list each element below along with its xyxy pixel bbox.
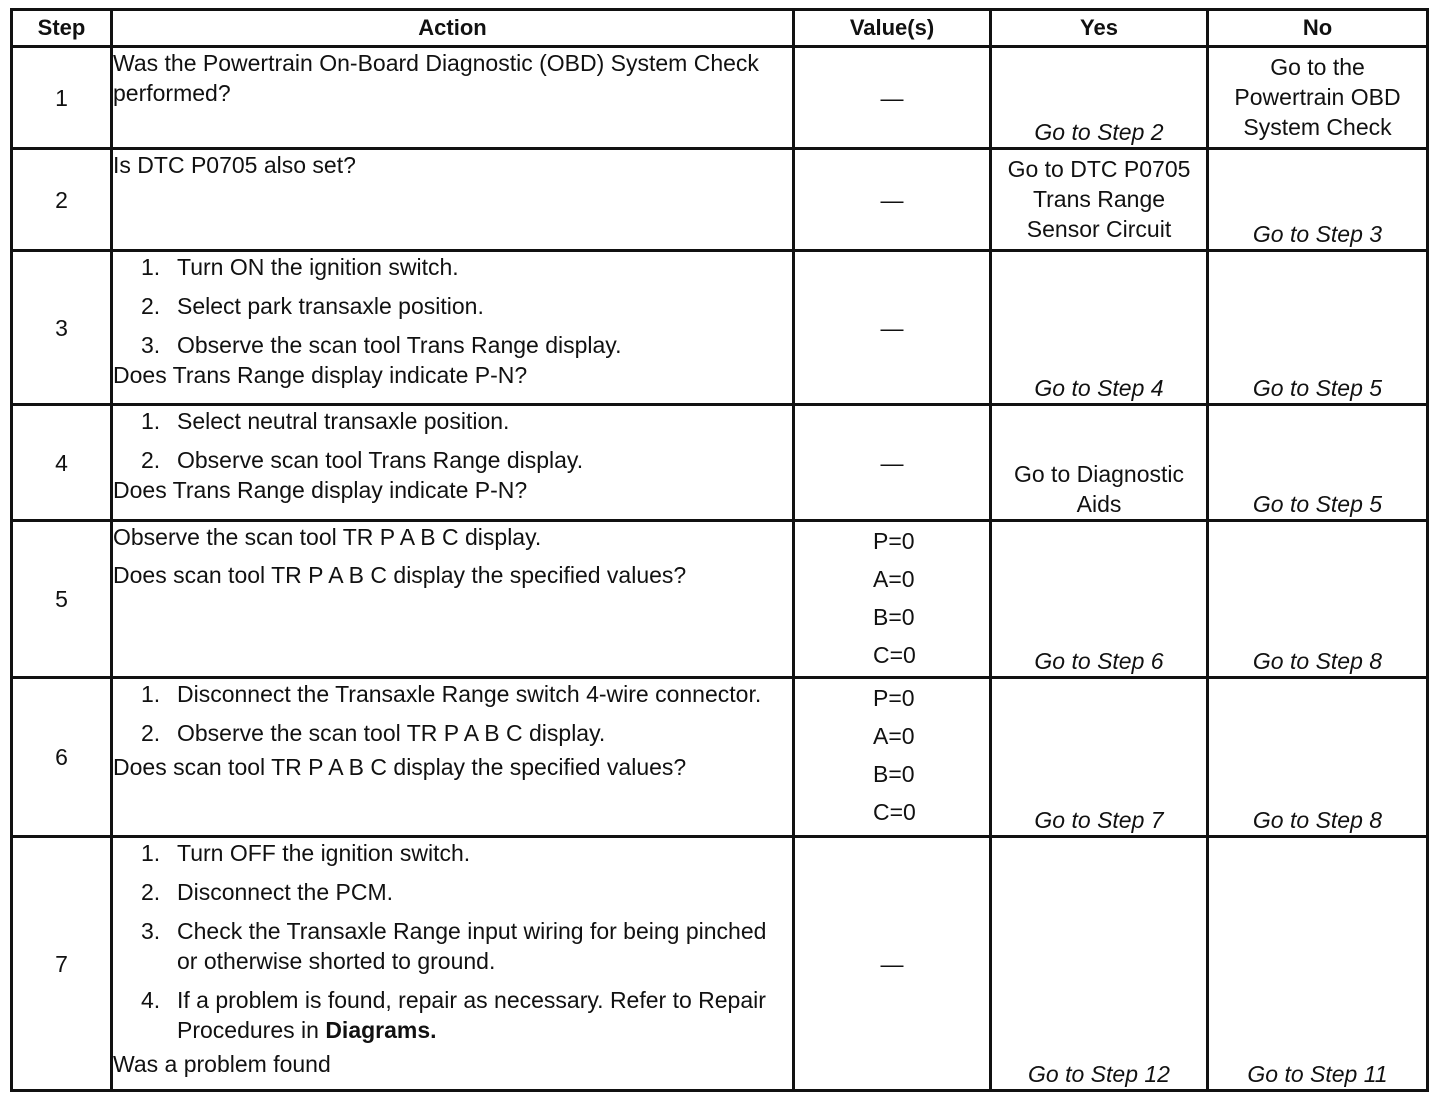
table-row — [12, 47, 1428, 149]
action-steps — [113, 406, 792, 475]
action-step: 1. Turn OFF the ignition switch. — [141, 840, 471, 866]
header-no: No — [1208, 10, 1428, 47]
step-number: 1 — [12, 47, 112, 149]
action-steps — [113, 838, 792, 1045]
no-line: Powertrain OBD — [1234, 84, 1401, 110]
value-p: P=0 — [873, 685, 915, 711]
action-cell — [112, 405, 794, 521]
value-b: B=0 — [873, 761, 915, 787]
action-cell — [112, 678, 794, 837]
values-cell: — — [794, 149, 991, 251]
header-values: Value(s) — [794, 10, 991, 47]
table-row — [12, 405, 1428, 521]
value-a: A=0 — [873, 723, 915, 749]
header-step: Step — [12, 10, 112, 47]
yes-line: Go to DTC P0705 — [1007, 156, 1191, 182]
action-step: 1. Disconnect the Transaxle Range switch 4-wire connector. — [141, 681, 762, 707]
action-step: 1. Select neutral transaxle position. — [141, 408, 510, 434]
yes-line: Go to Diagnostic — [1013, 461, 1185, 487]
values-cell: — — [794, 837, 991, 1091]
values-cell: — — [794, 405, 991, 521]
action-text: Observe the scan tool TR P A B C display. — [113, 524, 542, 550]
values-cell: — — [794, 47, 991, 149]
yes-cell — [991, 149, 1208, 251]
action-step: 1. Turn ON the ignition switch. — [141, 254, 459, 280]
yes-cell: Go to Step 6 — [991, 521, 1208, 678]
yes-line: Sensor Circuit — [1026, 216, 1172, 242]
yes-line: Aids — [1076, 491, 1122, 517]
no-line: Go to the — [1270, 54, 1365, 80]
yes-cell — [991, 405, 1208, 521]
action-cell — [112, 837, 794, 1091]
table-row — [12, 251, 1428, 405]
action-cell — [112, 521, 794, 678]
diagrams-reference: Diagrams. — [325, 1017, 437, 1043]
action-question: Does scan tool TR P A B C display the specified values? — [113, 754, 687, 780]
step-number: 4 — [12, 405, 112, 521]
action-cell — [112, 149, 794, 251]
no-cell: Go to Step 3 — [1208, 149, 1428, 251]
action-step: 3. Check the Transaxle Range input wiring for being pinched or otherwise shorted to ground. — [141, 918, 767, 974]
action-question: Does Trans Range display indicate P-N? — [113, 477, 528, 503]
header-yes: Yes — [991, 10, 1208, 47]
table-row — [12, 521, 1428, 678]
yes-cell: Go to Step 12 — [991, 837, 1208, 1091]
value-c: C=0 — [873, 799, 916, 825]
table-header-row — [12, 10, 1428, 47]
no-cell — [1208, 47, 1428, 149]
step-number: 5 — [12, 521, 112, 678]
no-cell: Go to Step 5 — [1208, 251, 1428, 405]
step-number: 7 — [12, 837, 112, 1091]
yes-cell: Go to Step 4 — [991, 251, 1208, 405]
action-question: Does scan tool TR P A B C display the specified values? — [113, 562, 687, 588]
action-question: Was a problem found — [113, 1051, 331, 1077]
values-cell — [794, 521, 991, 678]
no-line: System Check — [1243, 114, 1392, 140]
values-cell: — — [794, 251, 991, 405]
value-p: P=0 — [873, 528, 915, 554]
no-cell: Go to Step 5 — [1208, 405, 1428, 521]
value-b: B=0 — [873, 604, 915, 630]
no-cell: Go to Step 8 — [1208, 521, 1428, 678]
action-steps — [113, 252, 792, 360]
value-a: A=0 — [873, 566, 915, 592]
action-step: 4. If a problem is found, repair as necessary. Refer to Repair Procedures in Diagrams. — [141, 987, 766, 1043]
diagnostic-document — [10, 8, 1429, 1092]
step-number: 2 — [12, 149, 112, 251]
header-action: Action — [112, 10, 794, 47]
step-number: 6 — [12, 678, 112, 837]
action-question: Is DTC P0705 also set? — [113, 152, 356, 178]
table-row — [12, 837, 1428, 1091]
yes-line: Trans Range — [1032, 186, 1166, 212]
action-step: 2. Observe the scan tool TR P A B C display. — [141, 720, 606, 746]
action-question: Was the Powertrain On-Board Diagnostic (OBD) System Check performed? — [113, 50, 759, 106]
value-c: C=0 — [873, 642, 916, 668]
action-cell — [112, 47, 794, 149]
action-steps — [113, 679, 792, 748]
action-question: Does Trans Range display indicate P-N? — [113, 362, 528, 388]
no-cell: Go to Step 11 — [1208, 837, 1428, 1091]
table-row — [12, 149, 1428, 251]
values-cell — [794, 678, 991, 837]
diagnostic-table — [10, 8, 1429, 1092]
no-cell: Go to Step 8 — [1208, 678, 1428, 837]
action-step: 3. Observe the scan tool Trans Range display. — [141, 332, 622, 358]
table-row — [12, 678, 1428, 837]
step-number: 3 — [12, 251, 112, 405]
action-step: 2. Observe scan tool Trans Range display. — [141, 447, 584, 473]
yes-cell: Go to Step 2 — [991, 47, 1208, 149]
yes-cell: Go to Step 7 — [991, 678, 1208, 837]
action-step: 2. Select park transaxle position. — [141, 293, 484, 319]
action-step: 2. Disconnect the PCM. — [141, 879, 394, 905]
action-cell — [112, 251, 794, 405]
